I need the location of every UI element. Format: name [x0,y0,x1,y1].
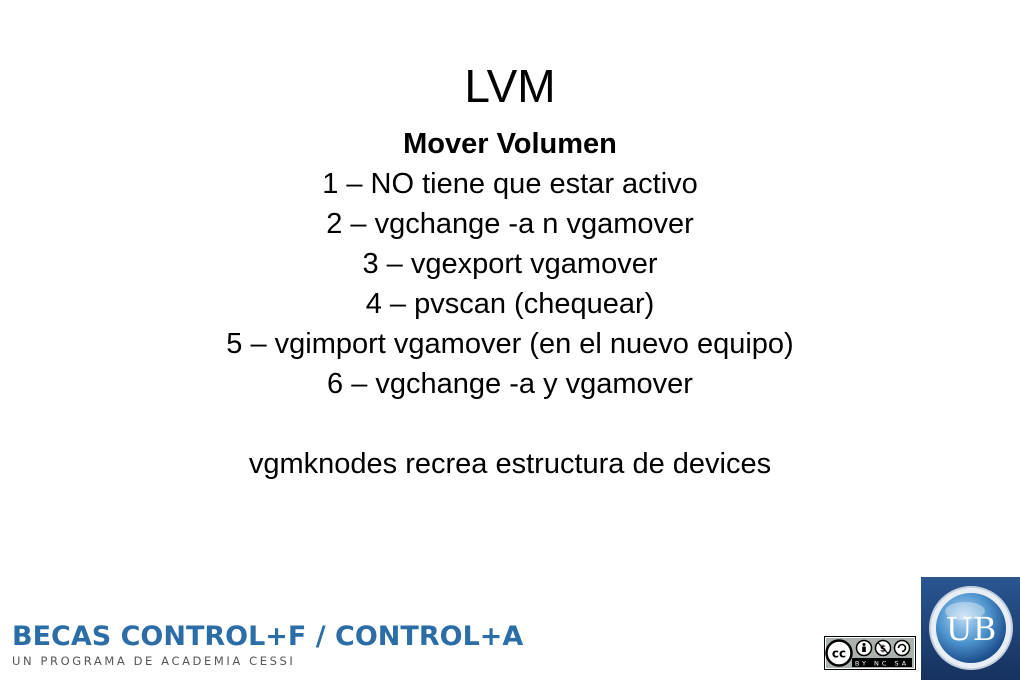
slide-note: vgmknodes recrea estructura de devices [248,448,772,480]
slide-subtitle: Mover Volumen [403,128,617,160]
step-6: 6 – vgchange -a y vgamover [327,368,693,400]
step-4: 4 – pvscan (chequear) [365,288,655,320]
slide-content [0,124,1020,484]
svg-text:$: $ [879,644,887,655]
svg-text:cc: cc [831,646,847,661]
svg-text:BY NC SA: BY NC SA [854,659,910,668]
creative-commons-license-icon [824,636,916,670]
brand-logo [12,620,523,668]
brand-tagline: UN PROGRAMA DE ACADEMIA CESSI [12,654,296,668]
step-5: 5 – vgimport vgamover (en el nuevo equipo) [226,328,794,360]
slide-title: LVM [464,60,556,112]
step-3: 3 – vgexport vgamover [362,248,658,280]
step-1: 1 – NO tiene que estar activo [322,168,698,200]
ub-university-logo-icon [921,577,1020,680]
brand-name: BECAS CONTROL+F / CONTROL+A [12,621,524,652]
svg-text:UB: UB [945,610,997,648]
step-2: 2 – vgchange -a n vgamover [326,208,694,240]
